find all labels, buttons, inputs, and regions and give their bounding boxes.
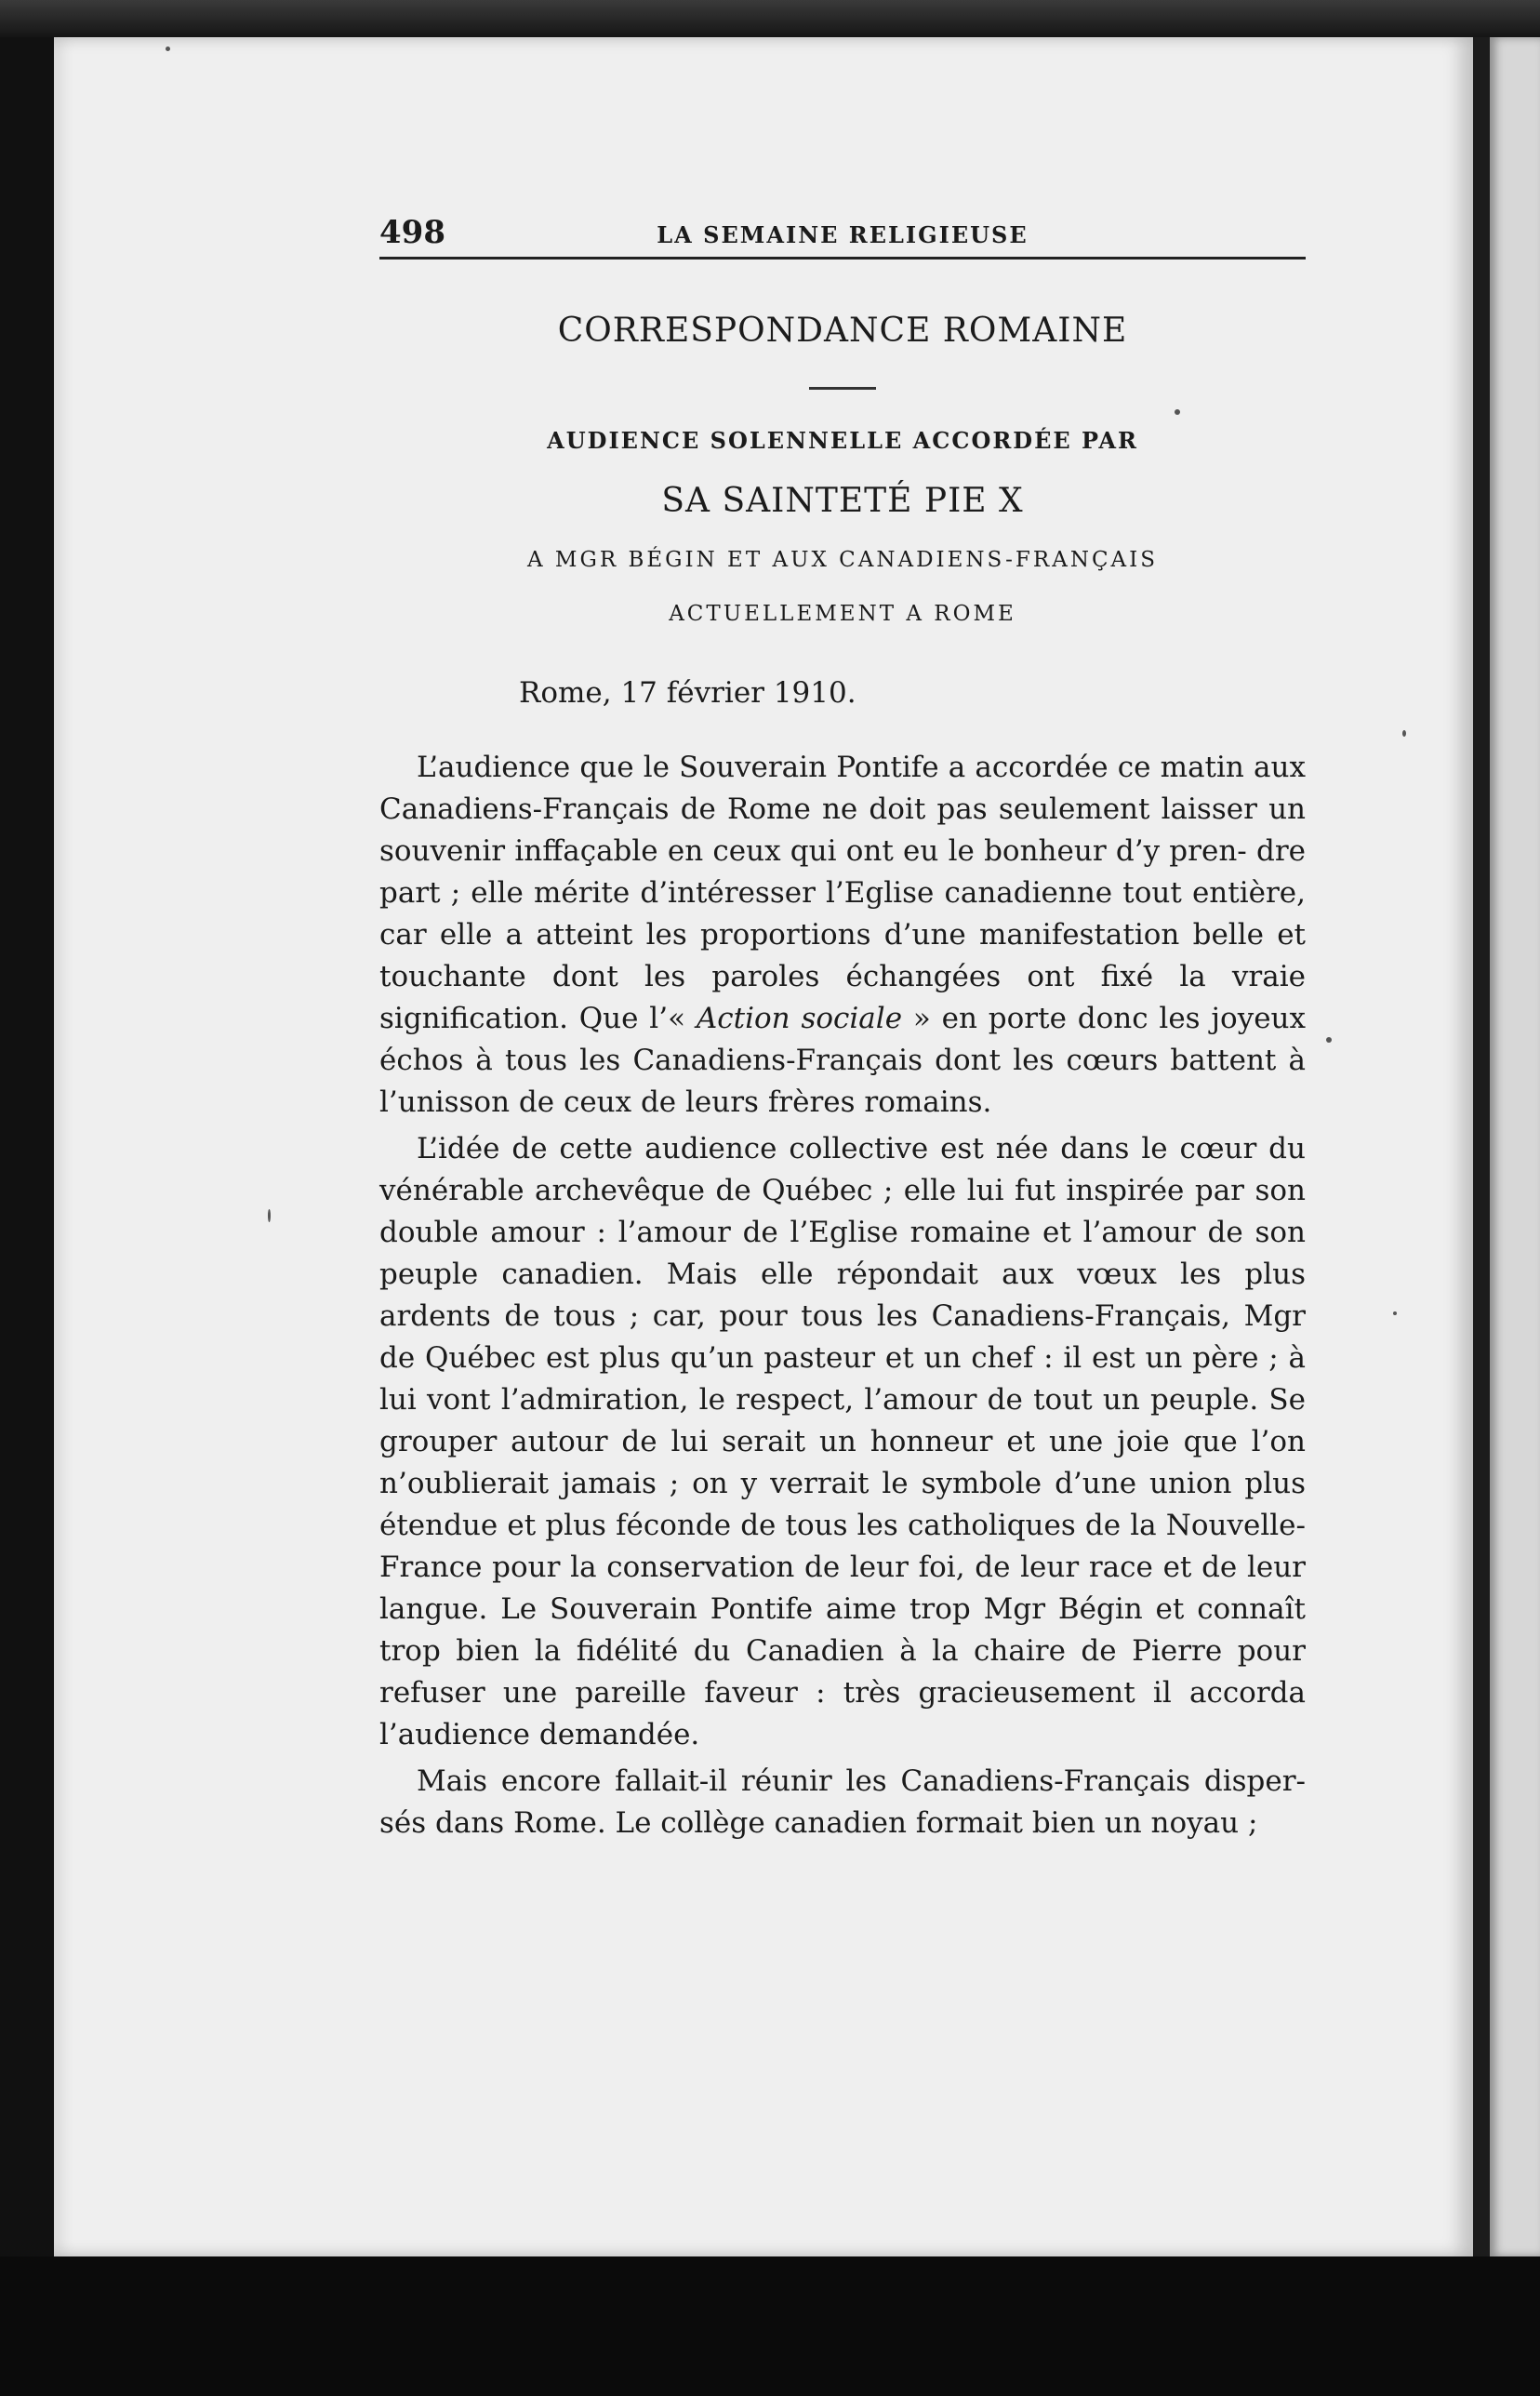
newspaper-name: Action sociale (696, 1002, 903, 1035)
paragraph-3: Mais encore fallait-il réunir les Canadiens-Français disper- sés dans Rome. Le collège canadien formait bien un noyau ; (379, 1764, 1306, 1840)
dust-speck (268, 1209, 271, 1222)
article-body (379, 747, 1306, 1844)
article-subtitle-line2: SA SAINTETÉ PIE X (661, 482, 1024, 520)
title-separator (809, 387, 876, 390)
page-content (379, 205, 1306, 1849)
dust-speck (1402, 730, 1406, 737)
paragraph-1-text-end: » en porte donc les joyeux échos à tous les Canadiens-Français dont les cœurs battent à l’unisson de ceux de leurs frères romains. (379, 1002, 1306, 1119)
adjacent-page-edge (1490, 37, 1540, 2256)
article-subtitle-line1: AUDIENCE SOLENNELLE ACCORDÉE PAR (547, 427, 1138, 454)
paragraph-1-text-start: L’audience que le Souverain Pontife a accordée ce matin aux Canadiens-Français de Rome ne doit pas seulement laisser un souvenir inffaçable en ceux qui ont eu le bonheur d’y pren- dre part ; elle mérite d’intéresser l’Eglise canadienne tout entière, car elle a atteint les proportions d’une manifestation belle et touchante dont les paroles échangées ont fixé la vraie signification. Que l’« (379, 751, 1306, 1035)
page-gutter-shadow (1473, 37, 1490, 2256)
paragraph-2: L’idée de cette audience collective est née dans le cœur du vénérable archevêque de Québec ; elle lui fut inspirée par son double amour : l’amour de l’Eglise romaine et l’amour de son peuple canadien. Mais elle répondait aux vœux les plus ardents de tous ; car, pour tous les Canadiens-Français, Mgr de Québec est plus qu’un pasteur et un chef : il est un père ; à lui vont l’admiration, le respect, l’amour de tout un peuple. Se grouper autour de lui serait un honneur et une joie que l’on n’oublierait jamais ; on y verrait le symbole d’une union plus étendue et plus féconde de tous les catholiques de la Nouvelle-France pour la conservation de leur foi, de leur race et de leur langue. Le Souverain Pontife aime trop Mgr Bégin et connaît trop bien la fidélité du Canadien à la chaire de Pierre pour refuser une pareille faveur : très gracieusement il accorda l’audience demandée. (379, 1132, 1306, 1751)
article-title: CORRESPONDANCE ROMAINE (557, 312, 1128, 350)
dateline: Rome, 17 février 1910. (519, 676, 856, 710)
article-subtitle-line3: A MGR BÉGIN ET AUX CANADIENS-FRANÇAIS (527, 548, 1158, 572)
page-header (379, 205, 1306, 260)
article-subtitle-line4: ACTUELLEMENT A ROME (669, 602, 1016, 626)
paragraph-1 (379, 747, 1306, 1124)
dust-speck (166, 47, 170, 51)
page-number: 498 (379, 214, 445, 251)
running-title: LA SEMAINE RELIGIEUSE (657, 221, 1029, 248)
dust-speck (1393, 1311, 1397, 1315)
dust-speck (1326, 1037, 1332, 1043)
scan-bottom-border (0, 2256, 1540, 2396)
scan-top-border (0, 0, 1540, 37)
